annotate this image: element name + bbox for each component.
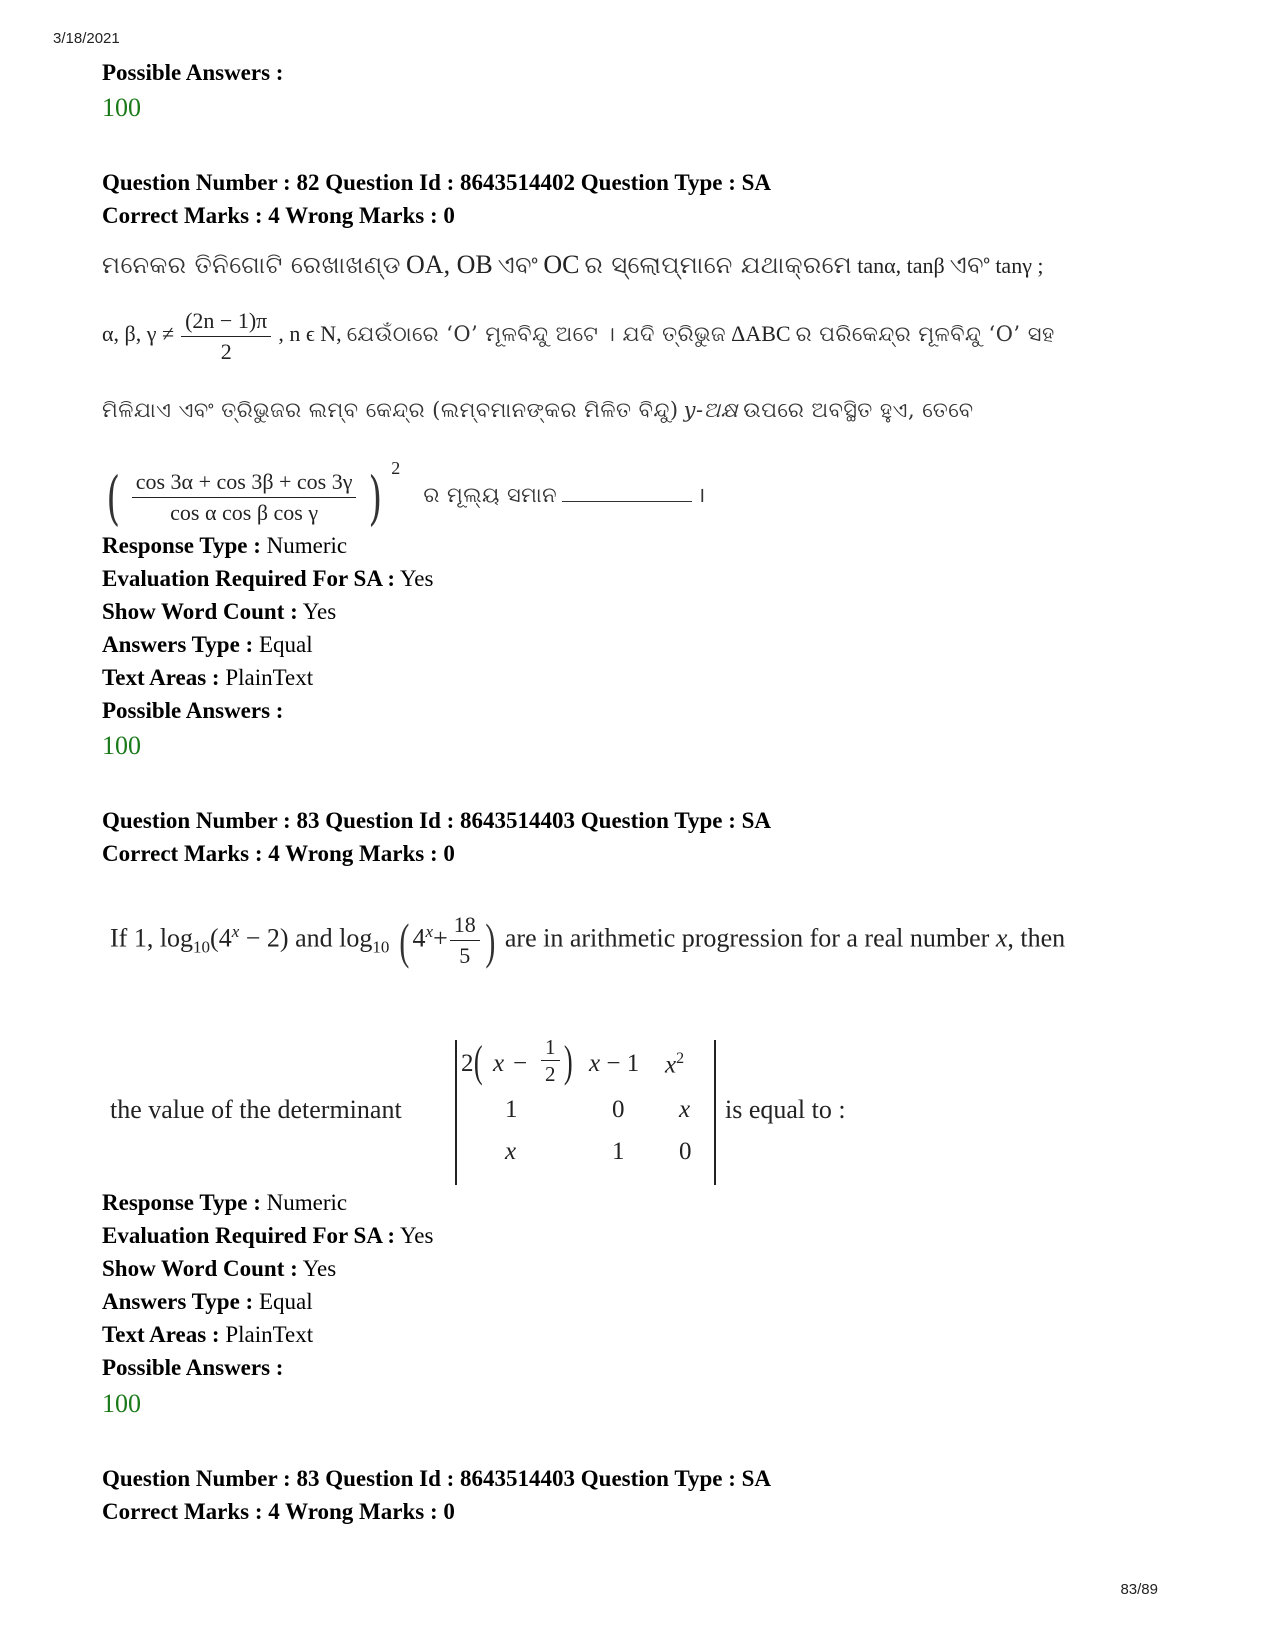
exponent: x xyxy=(425,921,434,941)
evaluation-label: Evaluation Required For SA : xyxy=(102,1223,396,1248)
right-paren: ) xyxy=(368,463,382,532)
word-count-value: Yes xyxy=(302,599,337,624)
qtype-label: Question Type : xyxy=(580,1466,736,1491)
qid-label: Question Id : xyxy=(325,170,455,195)
print-date: 3/18/2021 xyxy=(53,30,120,47)
det-frac-den: 2 xyxy=(545,1062,556,1086)
evaluation-value: Yes xyxy=(400,1223,434,1248)
q83-word-count xyxy=(102,1254,336,1284)
q82-answers-type xyxy=(102,630,313,660)
math-greek: α, β, γ ≠ xyxy=(102,321,175,346)
det-r1c1-minus: − xyxy=(513,1050,528,1077)
correct-marks-label: Correct Marks : xyxy=(102,841,263,866)
q83-header xyxy=(102,806,771,836)
qnum: 83 xyxy=(296,808,320,833)
text-areas-label: Text Areas : xyxy=(102,665,220,690)
q82-marks xyxy=(102,201,455,231)
odia-text: ର ସ୍ଲୋପ୍‌ମାନେ ଯଥାକ୍ରମେ xyxy=(584,251,853,279)
text-ap: are in arithmetic progression for a real number xyxy=(504,923,990,953)
qid-label: Question Id : xyxy=(325,808,455,833)
odia-text: ମିଳିଯାଏ ଏବଂ ତ୍ରିଭୁଜର ଲମ୍ବ କେନ୍ଦ୍ର (ଲମ୍ବମାନଙ୍କର ମିଳିତ ବିନ୍ଦୁ) xyxy=(102,398,679,422)
text-if: If 1, log xyxy=(110,923,194,953)
page-number: 83/89 xyxy=(1120,1581,1158,1598)
fraction xyxy=(450,910,480,971)
text-areas-label: Text Areas : xyxy=(102,1322,220,1347)
det-left-paren: ( xyxy=(473,1037,483,1086)
odia-text: ଏବଂ xyxy=(497,251,539,279)
wrong-marks-label: Wrong Marks : xyxy=(285,841,438,866)
odia-text: ଉପରେ ଅବସ୍ଥିତ ହୁଏ, ତେବେ xyxy=(743,398,974,422)
term-four: 4 xyxy=(412,923,426,953)
q83-possible-answer: 100 xyxy=(102,1389,141,1418)
wrong-marks: 0 xyxy=(443,1499,455,1524)
math-oc: OC xyxy=(543,250,580,279)
fraction-denominator: 5 xyxy=(459,943,471,968)
q83b-header xyxy=(102,1464,771,1494)
q83-text-line2-label: the value of the determinant xyxy=(110,1095,402,1124)
q83-evaluation xyxy=(102,1221,433,1251)
q82-evaluation xyxy=(102,564,433,594)
det-r3c2: 1 xyxy=(612,1138,625,1165)
right-paren: ) xyxy=(485,912,496,969)
odia-text: ର ପରିକେନ୍ଦ୍ର ମୂଳବିନ୍ଦୁ ‘O’ ସହ xyxy=(795,322,1055,346)
wrong-marks-label: Wrong Marks : xyxy=(285,203,438,228)
evaluation-value: Yes xyxy=(400,566,434,591)
det-r1c1-frac xyxy=(541,1034,560,1087)
q83-text-areas xyxy=(102,1320,313,1350)
q82-text-line3 xyxy=(102,398,974,423)
correct-marks-label: Correct Marks : xyxy=(102,1499,263,1524)
wrong-marks-label: Wrong Marks : xyxy=(285,1499,438,1524)
det-r1c2: x − 1 xyxy=(589,1050,640,1077)
det-r1c1-coef: 2 xyxy=(461,1050,474,1077)
q83-possible-answers-label: Possible Answers : xyxy=(102,1355,284,1380)
answers-type-value: Equal xyxy=(258,1289,313,1314)
left-paren: ( xyxy=(399,912,410,969)
odia-danda: । xyxy=(697,483,706,507)
fraction-numerator: 18 xyxy=(450,910,480,941)
variable-x: x xyxy=(995,923,1008,953)
fraction xyxy=(181,306,271,367)
det-r3c1: x xyxy=(505,1138,517,1165)
q83b-marks xyxy=(102,1497,455,1527)
expression-power: 2 xyxy=(391,458,401,478)
q82-possible-answer: 100 xyxy=(102,731,141,760)
qnum-label: Question Number : xyxy=(102,808,291,833)
correct-marks: 4 xyxy=(268,1499,280,1524)
det-r3c3: 0 xyxy=(679,1138,692,1165)
possible-answers-label: Possible Answers : xyxy=(102,60,284,85)
q82-word-count xyxy=(102,597,336,627)
text-areas-value: PlainText xyxy=(225,1322,314,1347)
word-count-value: Yes xyxy=(302,1256,337,1281)
qtype-label: Question Type : xyxy=(580,170,736,195)
correct-marks-label: Correct Marks : xyxy=(102,203,263,228)
correct-marks: 4 xyxy=(268,203,280,228)
answers-type-label: Answers Type : xyxy=(102,1289,254,1314)
wrong-marks: 0 xyxy=(443,841,455,866)
expression-numerator: cos 3α + cos 3β + cos 3γ xyxy=(132,467,357,498)
text-then: , then xyxy=(1007,923,1066,953)
det-r2c1: 1 xyxy=(505,1096,518,1123)
qnum-label: Question Number : xyxy=(102,1466,291,1491)
answer-blank xyxy=(562,481,692,502)
det-frac-num: 1 xyxy=(541,1034,560,1061)
odia-text: ମନେକର ତିନିଗୋଟି ରେଖାଖଣ୍ଡ xyxy=(102,251,401,279)
det-r1c1-x: x xyxy=(493,1050,505,1077)
qtype-label: Question Type : xyxy=(580,808,736,833)
math-nset: , n ϵ N, xyxy=(278,321,342,346)
correct-marks: 4 xyxy=(268,841,280,866)
q83-text-line1 xyxy=(110,910,1065,971)
qid: 8643514402 xyxy=(460,170,576,195)
qid: 8643514403 xyxy=(460,808,576,833)
det-r1c3: $x^2$ xyxy=(665,1050,685,1079)
log-base: 10 xyxy=(372,937,390,957)
q82-possible-answers-label: Possible Answers : xyxy=(102,698,284,723)
answers-type-value: Equal xyxy=(258,632,313,657)
qid: 8643514403 xyxy=(460,1466,576,1491)
text-paren: (4 xyxy=(210,923,232,953)
wrong-marks: 0 xyxy=(443,203,455,228)
word-count-label: Show Word Count : xyxy=(102,599,298,624)
qtype: SA xyxy=(741,808,772,833)
q82-text-areas xyxy=(102,663,313,693)
odia-text: ଏବଂ xyxy=(949,251,991,279)
q83-text-line2-end: is equal to : xyxy=(725,1095,846,1124)
log-base: 10 xyxy=(193,937,211,957)
response-type-label: Response Type : xyxy=(102,1190,261,1215)
odia-text: ଯେଉଁଠାରେ ‘O’ ମୂଳବିନ୍ଦୁ ଅଟେ । ଯଦି ତ୍ରିଭୁଜ xyxy=(346,322,727,346)
math-tan: tanα, tanβ xyxy=(857,253,945,278)
odia-axis: y-ଅକ୍ଷ xyxy=(683,398,739,422)
odia-text: ର ମୂଲ୍ୟ ସମାନ xyxy=(423,483,558,507)
q83-marks xyxy=(102,839,455,869)
q83-response-type xyxy=(102,1188,347,1218)
det-r2c3: x xyxy=(679,1096,691,1123)
text-and-log: − 2) and log xyxy=(239,923,373,953)
exponent: x xyxy=(231,921,240,941)
q83-answers-type xyxy=(102,1287,313,1317)
math-tan: tanγ ; xyxy=(995,253,1044,278)
expression-fraction xyxy=(132,467,357,528)
response-type-label: Response Type : xyxy=(102,533,261,558)
q82-response-type xyxy=(102,531,347,561)
math-abc: ΔABC xyxy=(731,321,791,346)
qtype: SA xyxy=(741,1466,772,1491)
q82-expression xyxy=(102,458,706,532)
fraction-numerator: (2n − 1)π xyxy=(181,306,271,337)
qnum: 82 xyxy=(296,170,320,195)
math-segments: OA, OB xyxy=(406,250,493,279)
qnum: 83 xyxy=(296,1466,320,1491)
response-type-value: Numeric xyxy=(266,533,348,558)
qtype: SA xyxy=(741,170,772,195)
expression-denominator: cos α cos β cos γ xyxy=(170,500,319,525)
fraction-denominator: 2 xyxy=(220,339,232,364)
determinant xyxy=(455,1035,716,1185)
text-areas-value: PlainText xyxy=(225,665,314,690)
det-right-paren: ) xyxy=(563,1037,573,1086)
plus-sign: + xyxy=(433,923,448,953)
q82-text-line1 xyxy=(102,250,1044,280)
left-paren: ( xyxy=(106,463,121,532)
qid-label: Question Id : xyxy=(325,1466,455,1491)
answers-type-label: Answers Type : xyxy=(102,632,254,657)
q82-header xyxy=(102,168,771,198)
evaluation-label: Evaluation Required For SA : xyxy=(102,566,396,591)
word-count-label: Show Word Count : xyxy=(102,1256,298,1281)
qnum-label: Question Number : xyxy=(102,170,291,195)
det-r2c2: 0 xyxy=(612,1096,625,1123)
possible-answer-value: 100 xyxy=(102,93,141,122)
q82-text-line2 xyxy=(102,306,1055,367)
response-type-value: Numeric xyxy=(266,1190,348,1215)
